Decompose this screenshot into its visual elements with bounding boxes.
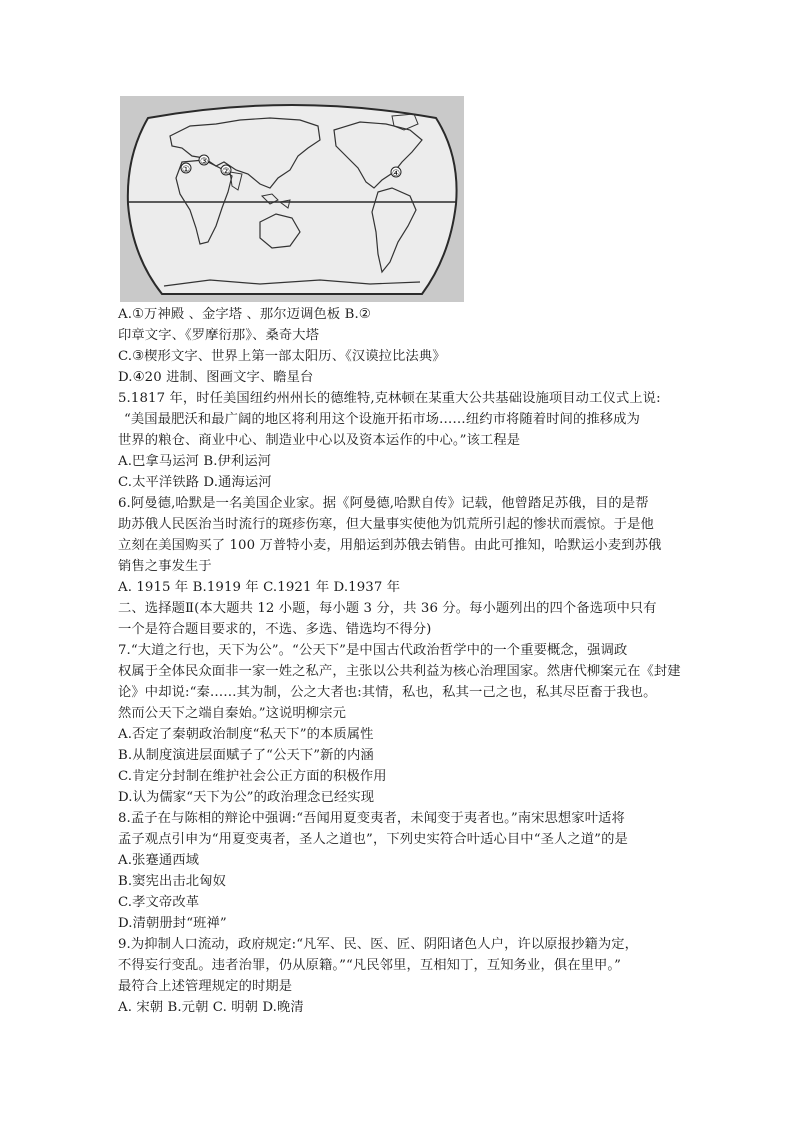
svg-text:④: ④ [391, 169, 401, 179]
q8-option-c: C.孝文帝改革 [118, 895, 200, 910]
q6-options: A. 1915 年 B.1919 年 C.1921 年 D.1937 年 [118, 580, 401, 595]
q7-stem-3: 论》中却说:“秦……其为制，公之大者也:其情，私也，私其一己之也，私其尽臣畜于我也。 [118, 685, 657, 700]
question-text [118, 304, 688, 1018]
marker-1 [181, 163, 191, 175]
q8-option-b: B.窦宪出击北匈奴 [118, 874, 226, 889]
q6-stem-1: 6.阿曼德,哈默是一名美国企业家。据《阿曼德,哈默自传》记载，他曾踏足苏俄，目的是帮 [118, 496, 649, 511]
svg-text:③: ③ [199, 157, 209, 167]
q5-stem-2: “美国最肥沃和最广阔的地区将利用这个设施开拓市场……纽约市将随着时间的推移成为 [124, 412, 640, 427]
q4-option-b-cont: 印章文字、《罗摩衍那》、桑奇大塔 [118, 328, 320, 343]
q5-stem-3: 世界的粮仓、商业中心、制造业中心以及资本运作的中心。”该工程是 [118, 433, 521, 448]
section-2-heading-2: 一个是符合题目要求的，不选、多选、错选均不得分) [118, 622, 432, 637]
marker-4 [391, 167, 401, 179]
q7-option-c: C.肯定分封制在维护社会公正方面的积极作用 [118, 769, 387, 784]
q4-option-a: A.①万神殿 、金字塔 、那尔迈调色板 B.② [118, 307, 371, 322]
q5-options-cd: C.太平洋铁路 D.通海运河 [118, 475, 272, 490]
q5-options-ab: A.巴拿马运河 B.伊利运河 [118, 454, 272, 469]
svg-text:②: ② [221, 167, 231, 177]
q8-option-a: A.张蹇通西域 [118, 853, 200, 868]
map-outline [128, 105, 457, 294]
q7-stem-1: 7.“大道之行也，天下为公”。“公天下”是中国古代政治哲学中的一个重要概念，强调政 [118, 643, 628, 658]
q7-stem-4: 然而公天下之端自秦始。”这说明柳宗元 [118, 706, 346, 721]
q6-stem-2: 助苏俄人民医治当时流行的斑疹伤寒，但大量事实使他为饥荒所引起的惨状而震惊。于是他 [118, 517, 654, 532]
section-2-heading-1: 二、选择题Ⅱ(本大题共 12 小题，每小题 3 分，共 36 分。每小题列出的四个备选项中只有 [118, 601, 657, 616]
q6-stem-4: 销售之事发生于 [118, 559, 212, 574]
q7-option-b: B.从制度演进层面赋子了“公天下”新的内涵 [118, 748, 374, 763]
marker-2 [221, 165, 231, 177]
q4-option-c: C.③楔形文字、世界上第一部太阳历、《汉谟拉比法典》 [118, 349, 446, 364]
q7-option-a: A.否定了秦朝政治制度“私天下”的本质属性 [118, 727, 374, 742]
q8-option-d: D.清朝册封“班禅” [118, 916, 227, 931]
q7-stem-2: 权属于全体民众面非一家一姓之私产，主张以公共利益为核心治理国家。然唐代柳案元在《封建 [118, 664, 681, 679]
q7-option-d: D.认为儒家“天下为公”的政治理念已经实现 [118, 790, 375, 805]
q4-option-d: D.④20 进制、图画文字、瞻星台 [118, 370, 314, 385]
q9-stem-3: 最符合上述管理规定的时期是 [118, 979, 293, 994]
q5-stem-1: 5.1817 年，时任美国纽约州州长的德维特,克林顿在某重大公共基础设施项目动工仪式上说: [118, 391, 661, 406]
world-map [120, 96, 464, 302]
q8-stem-1: 8.孟子在与陈相的辩论中强调:“吾闻用夏变夷者，未闻变于夷者也。”南宋思想家叶适将 [118, 811, 625, 826]
q6-stem-3: 立刻在美国购买了 100 万普特小麦，用船运到苏俄去销售。由此可推知，哈默运小麦到苏俄 [118, 538, 662, 553]
q9-stem-1: 9.为抑制人口流动，政府规定:“凡军、民、医、匠、阴阳诸色人户，许以原报抄籍为定， [118, 937, 639, 952]
q8-stem-2: 孟子观点引申为“用夏变夷者，圣人之道也”，下列史实符合叶适心目中“圣人之道”的是 [118, 832, 628, 847]
q9-options: A. 宋朝 B.元朝 C. 明朝 D.晚清 [118, 1000, 304, 1015]
marker-3 [199, 155, 209, 167]
svg-text:①: ① [181, 165, 191, 175]
world-map-figure [120, 96, 464, 302]
q9-stem-2: 不得妄行变乱。违者治罪，仍从原籍。”“凡民邻里，互相知丁，互知务业，俱在里甲。” [118, 958, 622, 973]
